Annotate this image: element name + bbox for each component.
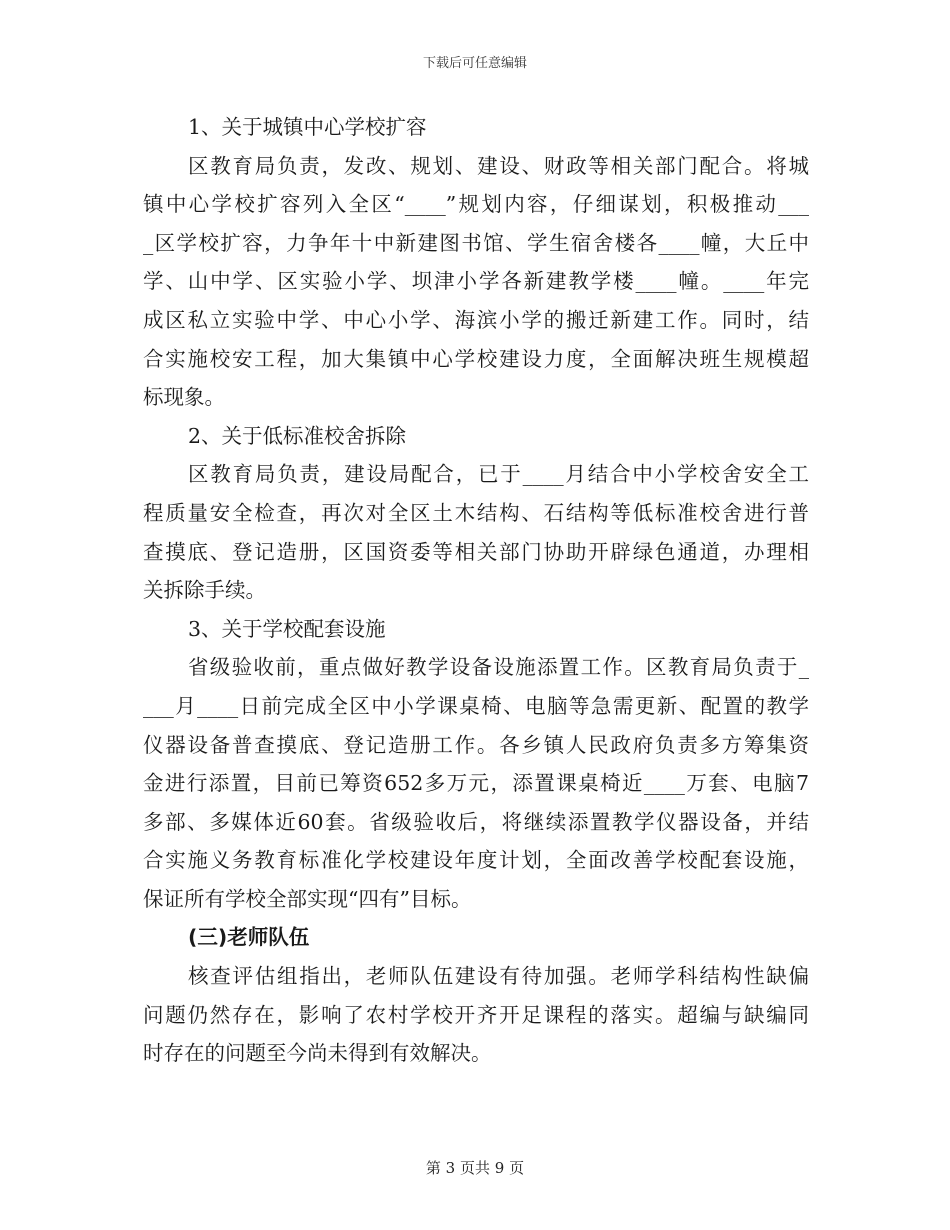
text-line: 核查评估组指出，老师队伍建设有待加强。老师学科结构性缺偏	[188, 964, 809, 989]
text-line: _区学校扩容，力争年十中新建图书馆、学生宿舍楼各____幢，大丘中	[143, 230, 809, 255]
text-line: 3、关于学校配套设施	[188, 616, 386, 641]
text-line: 2、关于低标准校舍拆除	[188, 423, 407, 448]
page-footer: 第 3 页共 9 页	[425, 1159, 525, 1177]
text-line: 程质量安全检查，再次对全区土木结构、石结构等低标准校舍进行普	[143, 500, 809, 525]
text-line: 问题仍然存在，影响了农村学校开齐开足课程的落实。超编与缺编同	[143, 1002, 809, 1027]
text-line: 多部、多媒体近60套。省级验收后，将继续添置教学仪器设备，并结	[143, 809, 809, 834]
text-line: 保证所有学校全部实现“四有”目标。	[143, 886, 472, 911]
text-line: 标现象。	[143, 385, 225, 410]
text-line: 镇中心学校扩容列入全区“____”规划内容，仔细谋划，积极推动___	[143, 192, 809, 217]
section-heading: (三)老师队伍	[188, 925, 310, 950]
text-line: ___月____日前完成全区中小学课桌椅、电脑等急需更新、配置的教学	[143, 693, 809, 718]
text-line: 1、关于城镇中心学校扩容	[188, 115, 427, 139]
text-line: 查摸底、登记造册，区国资委等相关部门协助开辟绿色通道，办理相	[143, 539, 809, 564]
text-line: 金进行添置，目前已筹资652多万元，添置课桌椅近____万套、电脑7	[143, 771, 809, 796]
text-line: 区教育局负责，发改、规划、建设、财政等相关部门配合。将城	[188, 153, 809, 178]
text-line: 成区私立实验中学、中心小学、海滨小学的搬迁新建工作。同时，结	[143, 307, 809, 332]
text-line: 合实施义务教育标准化学校建设年度计划，全面改善学校配套设施，	[143, 848, 809, 873]
text-line: 仪器设备普查摸底、登记造册工作。各乡镇人民政府负责多方筹集资	[143, 732, 809, 757]
text-line: 学、山中学、区实验小学、坝津小学各新建教学楼____幢。____年完	[143, 269, 809, 294]
text-line: 区教育局负责，建设局配合，已于____月结合中小学校舍安全工	[188, 462, 809, 487]
text-line: 时存在的问题至今尚未得到有效解决。	[143, 1041, 492, 1066]
document-body	[143, 108, 809, 1073]
text-line: 省级验收前，重点做好教学设备设施添置工作。区教育局负责于_	[188, 655, 809, 680]
text-line: 关拆除手续。	[143, 578, 266, 603]
text-line: 合实施校安工程，加大集镇中心学校建设力度，全面解决班生规模超	[143, 346, 809, 371]
page-header: 下载后可任意编辑	[422, 56, 527, 71]
